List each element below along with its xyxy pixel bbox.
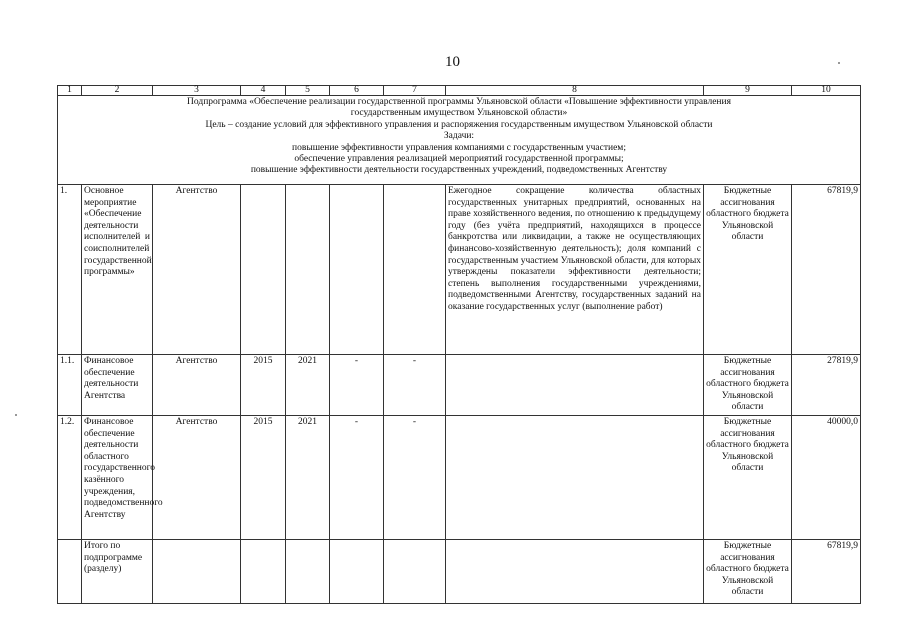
table-row bbox=[58, 415, 861, 539]
tasks-label: Задачи: bbox=[443, 131, 475, 142]
funding-amount: 27819,9 bbox=[792, 355, 861, 416]
row-number: 1.2. bbox=[58, 415, 82, 539]
column-number-row bbox=[58, 86, 861, 96]
col7-value bbox=[384, 185, 446, 355]
page-number: 10 bbox=[445, 54, 460, 70]
end-year bbox=[286, 539, 330, 603]
funding-source: Бюджетные ассигнования областного бюджета Ульяновской области bbox=[704, 415, 792, 539]
indicators bbox=[446, 415, 704, 539]
indicators bbox=[446, 355, 704, 416]
executor bbox=[153, 539, 241, 603]
start-year: 2015 bbox=[241, 415, 286, 539]
column-header: 7 bbox=[384, 86, 446, 96]
col7-value: - bbox=[384, 355, 446, 416]
column-header: 9 bbox=[704, 86, 792, 96]
subprogram-title-line1: Подпрограмма «Обеспечение реализации государственной программы Ульяновской области «Повышение эффективности управления bbox=[187, 97, 731, 107]
table-row bbox=[58, 355, 861, 416]
col7-value bbox=[384, 539, 446, 603]
col6-value bbox=[330, 185, 384, 355]
end-year: 2021 bbox=[286, 355, 330, 416]
task-item: повышение эффективности деятельности государственных учреждений, подведомственных Агентству bbox=[250, 165, 668, 176]
col7-value: - bbox=[384, 415, 446, 539]
measure-name: Итого по подпрограмме (разделу) bbox=[82, 539, 153, 603]
subprogram-section bbox=[58, 96, 861, 185]
subprogram-goal: Цель – создание условий для эффективного управления и распоряжения государственным имуществом Ульяновской области bbox=[205, 119, 713, 130]
column-header: 5 bbox=[286, 86, 330, 96]
subprogram-title-line2: государственным имуществом Ульяновской области» bbox=[350, 108, 568, 119]
funding-source: Бюджетные ассигнования областного бюджета Ульяновской области bbox=[704, 539, 792, 603]
column-header: 6 bbox=[330, 86, 384, 96]
funding-amount: 67819,9 bbox=[792, 185, 861, 355]
end-year: 2021 bbox=[286, 415, 330, 539]
scan-speck bbox=[15, 414, 17, 416]
table-row bbox=[58, 185, 861, 355]
measure-name: Финансовое обеспечение деятельности Агентства bbox=[82, 355, 153, 416]
task-item: обеспечение управления реализацией мероприятий государственной программы; bbox=[294, 154, 624, 165]
start-year: 2015 bbox=[241, 355, 286, 416]
executor: Агентство bbox=[153, 185, 241, 355]
task-item: повышение эффективности управления компаниями с государственным участием; bbox=[292, 142, 626, 153]
column-header: 10 bbox=[792, 86, 861, 96]
measure-name: Финансовое обеспечение деятельности областного государственного казённого учреждения, подведомственного Агентству bbox=[82, 415, 153, 539]
start-year bbox=[241, 185, 286, 355]
executor: Агентство bbox=[153, 415, 241, 539]
col6-value bbox=[330, 539, 384, 603]
column-header: 2 bbox=[82, 86, 153, 96]
measure-name: Основное мероприятие «Обеспечение деятельности исполнителей и соисполнителей государственной программы» bbox=[82, 185, 153, 355]
executor: Агентство bbox=[153, 355, 241, 416]
end-year bbox=[286, 185, 330, 355]
indicators bbox=[446, 539, 704, 603]
subprogram-section-row bbox=[58, 96, 861, 185]
column-header: 8 bbox=[446, 86, 704, 96]
col6-value: - bbox=[330, 355, 384, 416]
indicators: Ежегодное сокращение количества областных государственных унитарных предприятий, основанных на праве хозяйственного ведения, по отношению к предыдущему году (без учёта предприятий, находящихся в процессе банкротства или ликвидации, а также не осуществляющих финансово-хозяйственную деятельность); доля компаний с государственным участием Ульяновской области, для которых утверждены показатели эффективности деятельности; степень выполнения государственными учреждениями, подведомственными Агентству, государственных заданий на оказание государственных услуг (выполнение работ) bbox=[446, 185, 704, 355]
funding-amount: 40000,0 bbox=[792, 415, 861, 539]
column-header: 3 bbox=[153, 86, 241, 96]
funding-source: Бюджетные ассигнования областного бюджета Ульяновской области bbox=[704, 185, 792, 355]
row-number: 1. bbox=[58, 185, 82, 355]
scan-speck bbox=[838, 62, 840, 64]
start-year bbox=[241, 539, 286, 603]
program-table bbox=[57, 85, 861, 604]
column-header: 4 bbox=[241, 86, 286, 96]
funding-amount: 67819,9 bbox=[792, 539, 861, 603]
funding-source: Бюджетные ассигнования областного бюджета Ульяновской области bbox=[704, 355, 792, 416]
row-number: 1.1. bbox=[58, 355, 82, 416]
row-number bbox=[58, 539, 82, 603]
column-header: 1 bbox=[58, 86, 82, 96]
table-row-total bbox=[58, 539, 861, 603]
col6-value: - bbox=[330, 415, 384, 539]
